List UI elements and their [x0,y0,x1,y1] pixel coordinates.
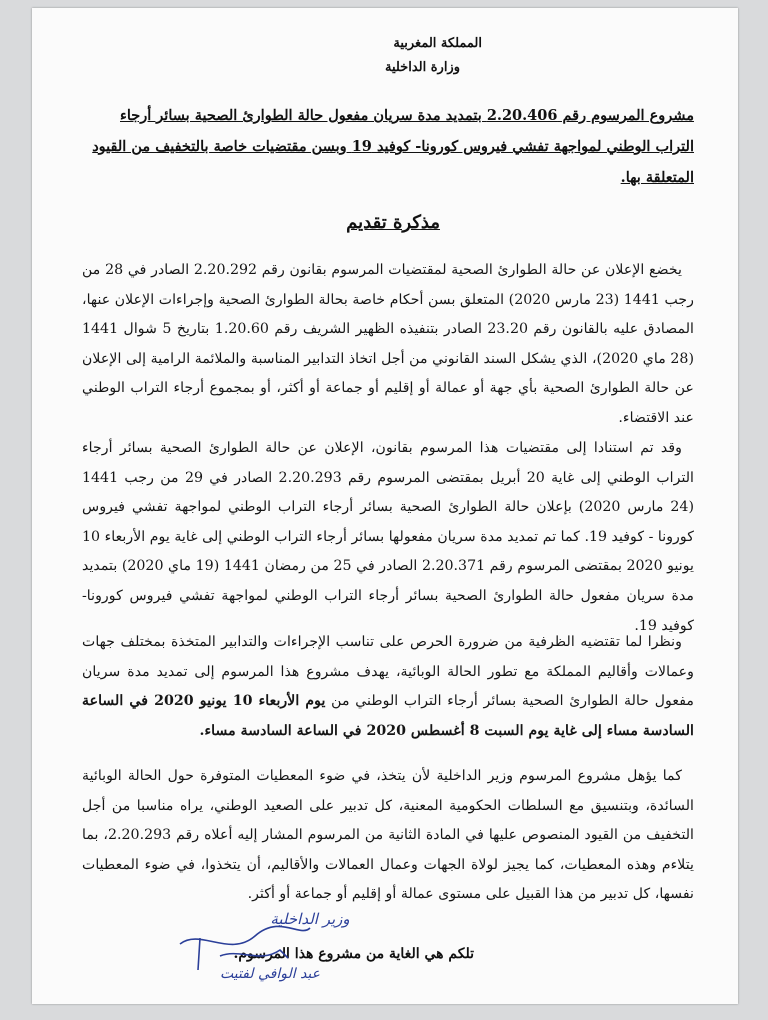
paragraph-1 [82,256,694,434]
paragraph-2-text: وقد تم استنادا إلى مقتضيات هذا المرسوم بقانون، الإعلان عن حالة الطوارئ الصحية بسائر أرجاء التراب الوطني إلى غاية 20 أبريل بمقتضى المرسوم رقم 2.20.293 الصادر في 29 من رجب 1441 (24 مارس 2020) بإعلان حالة الطوارئ الصحية بسائر أرجاء التراب الوطني لمواجهة تفشي فيروس كورونا - كوفيد 19. كما تم تمديد مدة سريان مفعولها بسائر أرجاء التراب الوطني إلى غاية يوم الأربعاء 10 يونيو 2020 بمقتضى المرسوم رقم 2.20.371 الصادر في 25 من رمضان 1441 (19 ماي 2020) بتمديد مدة سريان مفعول حالة الطوارئ الصحية بسائر أرجاء التراب الوطني لمواجهة تفشي فيروس كورونا- كوفيد 19. [82,440,694,634]
signature-name-text: عبد الوافي لفتيت [219,966,321,982]
document-body [80,8,700,1004]
document-page [32,8,738,1004]
ministry-header: وزارة الداخلية [384,60,460,75]
closing-line: تلكم هي الغاية من مشروع هذا المرسوم. [233,946,474,962]
minister-signature [160,898,370,990]
paragraph-3-text: ونظرا لما تقتضيه الظرفية من ضرورة الحرص على تناسب الإجراءات والتدابير المتخذة بمختلف جهات وعمالات وأقاليم المملكة مع تطور الحالة الوبائية، يهدف مشروع هذا المرسوم إلى تمديد مدة سريان مفعول حالة الطوارئ الصحية بسائر أرجاء التراب الوطني من [82,634,694,710]
paragraph-4-text: كما يؤهل مشروع المرسوم وزير الداخلية لأن يتخذ، في ضوء المعطيات المتوفرة حول الحالة الوبائية السائدة، وبتنسيق مع السلطات الحكومية المعنية، كل تدبير على الصعيد الوطني، يراه مناسبا من أجل التخفيف من القيود المنصوص عليها في المادة الثانية من المرسوم المشار إليه أعلاه رقم 2.20.293، بما يتلاءم وهذه المعطيات، كما يجيز لولاة الجهات وعمال العمالات والأقاليم، أن يتخذوا، في ضوء المعطيات نفسها، كل تدبير من هذا القبيل على مستوى عمالة أو إقليم أو جماعة أو أكثر. [82,768,694,903]
paragraph-1-text: يخضع الإعلان عن حالة الطوارئ الصحية لمقتضيات المرسوم بقانون رقم 2.20.292 الصادر في 28 من رجب 1441 (23 مارس 2020) المتعلق بسن أحكام خاصة بحالة الطوارئ الصحية وإجراءات الإعلان عنها، المصادق عليه بالقانون رقم 23.20 الصادر بتنفيذه الظهير الشريف رقم 1.20.60 بتاريخ 5 شوال 1441 (28 ماي 2020)، الذي يشكل السند القانوني من أجل اتخاذ التدابير المناسبة والملائمة الرامية إلى الإعلان عن حالة الطوارئ الصحية بأي جهة أو عمالة أو إقليم أو جماعة أو أكثر، أو بمجموع أرجاء التراب الوطني عند الاقتضاء. [82,262,695,426]
decree-subject: مشروع المرسوم رقم 2.20.406 بتمديد مدة سريان مفعول حالة الطوارئ الصحية بسائر أرجاء التراب الوطني لمواجهة تفشي فيروس كورونا- كوفيد 19 وبسن مقتضيات خاصة بالتخفيف من القيود المتعلقة بها. [92,107,694,186]
paragraph-3 [82,628,694,746]
kingdom-header: المملكة المغربية [393,36,482,51]
signature-stroke [180,926,310,970]
paragraph-4 [82,762,694,910]
paragraph-3-bold-dates: يوم الأربعاء 10 يونيو 2020 في الساعة السادسة مساء إلى غاية يوم السبت 8 أغسطس 2020 في الساعة السادسة مساء. [82,693,694,739]
signature-title-text: وزير الداخلية [270,910,350,928]
note-title: مذكرة تقديم [346,212,440,233]
paragraph-2 [82,434,694,641]
